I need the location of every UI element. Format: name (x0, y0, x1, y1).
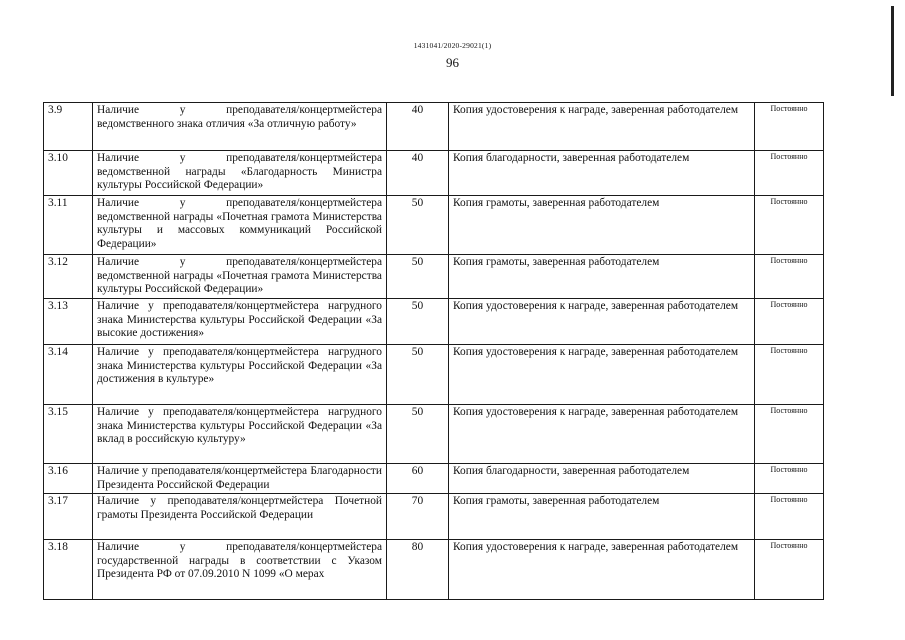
score-value: 70 (387, 494, 449, 540)
table-row (44, 345, 824, 405)
table-row (44, 494, 824, 540)
document-id: 1431041/2020-29021(1) (413, 41, 492, 50)
row-number: 3.13 (44, 299, 93, 345)
validity-period: Постоянно (755, 103, 824, 151)
criterion-text: Наличие у преподавателя/концертмейстера нагрудного знака Министерства культуры Российской Федерации «За вклад в российскую культуру» (93, 405, 387, 464)
validity-period: Постоянно (755, 494, 824, 540)
row-number: 3.18 (44, 540, 93, 600)
row-number: 3.16 (44, 464, 93, 494)
criterion-text: Наличие у преподавателя/концертмейстера ведомственного знака отличия «За отличную работу» (93, 103, 387, 151)
validity-period: Постоянно (755, 255, 824, 299)
criterion-text: Наличие у преподавателя/концертмейстера ведомственной награды «Благодарность Министра культуры Российской Федерации» (93, 151, 387, 196)
score-value: 80 (387, 540, 449, 600)
criterion-text: Наличие у преподавателя/концертмейстера ведомственной награды «Почетная грамота Министерства культуры и массовых коммуникаций Российской Федерации» (93, 196, 387, 255)
confirming-document: Копия благодарности, заверенная работодателем (449, 151, 755, 196)
page-number: 96 (446, 55, 459, 70)
score-value: 50 (387, 345, 449, 405)
criterion-text: Наличие у преподавателя/концертмейстера нагрудного знака Министерства культуры Российской Федерации «За высокие достижения» (93, 299, 387, 345)
score-value: 50 (387, 299, 449, 345)
table-row (44, 255, 824, 299)
validity-period: Постоянно (755, 540, 824, 600)
score-value: 40 (387, 103, 449, 151)
score-value: 50 (387, 196, 449, 255)
score-value: 50 (387, 405, 449, 464)
criterion-text: Наличие у преподавателя/концертмейстера государственной награды в соответствии с Указом Президента РФ от 07.09.2010 N 1099 «О мерах (93, 540, 387, 600)
table-row (44, 540, 824, 600)
validity-period: Постоянно (755, 196, 824, 255)
row-number: 3.10 (44, 151, 93, 196)
table-row (44, 196, 824, 255)
confirming-document: Копия грамоты, заверенная работодателем (449, 255, 755, 299)
confirming-document: Копия удостоверения к награде, заверенная работодателем (449, 103, 755, 151)
score-value: 50 (387, 255, 449, 299)
criterion-text: Наличие у преподавателя/концертмейстера нагрудного знака Министерства культуры Российской Федерации «За достижения в культуре» (93, 345, 387, 405)
row-number: 3.17 (44, 494, 93, 540)
validity-period: Постоянно (755, 299, 824, 345)
table-row (44, 151, 824, 196)
confirming-document: Копия удостоверения к награде, заверенная работодателем (449, 540, 755, 600)
confirming-document: Копия грамоты, заверенная работодателем (449, 196, 755, 255)
score-value: 60 (387, 464, 449, 494)
criterion-text: Наличие у преподавателя/концертмейстера ведомственной награды «Почетная грамота Министерства культуры Российской Федерации» (93, 255, 387, 299)
validity-period: Постоянно (755, 464, 824, 494)
table-row (44, 299, 824, 345)
page-edge-mark (891, 6, 894, 96)
row-number: 3.12 (44, 255, 93, 299)
row-number: 3.15 (44, 405, 93, 464)
criterion-text: Наличие у преподавателя/концертмейстера Благодарности Президента Российской Федерации (93, 464, 387, 494)
confirming-document: Копия грамоты, заверенная работодателем (449, 494, 755, 540)
table-row (44, 464, 824, 494)
confirming-document: Копия удостоверения к награде, заверенная работодателем (449, 345, 755, 405)
confirming-document: Копия удостоверения к награде, заверенная работодателем (449, 405, 755, 464)
score-value: 40 (387, 151, 449, 196)
row-number: 3.14 (44, 345, 93, 405)
awards-criteria-table (43, 102, 824, 600)
row-number: 3.11 (44, 196, 93, 255)
confirming-document: Копия благодарности, заверенная работодателем (449, 464, 755, 494)
validity-period: Постоянно (755, 405, 824, 464)
validity-period: Постоянно (755, 345, 824, 405)
table-row (44, 405, 824, 464)
row-number: 3.9 (44, 103, 93, 151)
table-row (44, 103, 824, 151)
confirming-document: Копия удостоверения к награде, заверенная работодателем (449, 299, 755, 345)
validity-period: Постоянно (755, 151, 824, 196)
criterion-text: Наличие у преподавателя/концертмейстера Почетной грамоты Президента Российской Федерации (93, 494, 387, 540)
